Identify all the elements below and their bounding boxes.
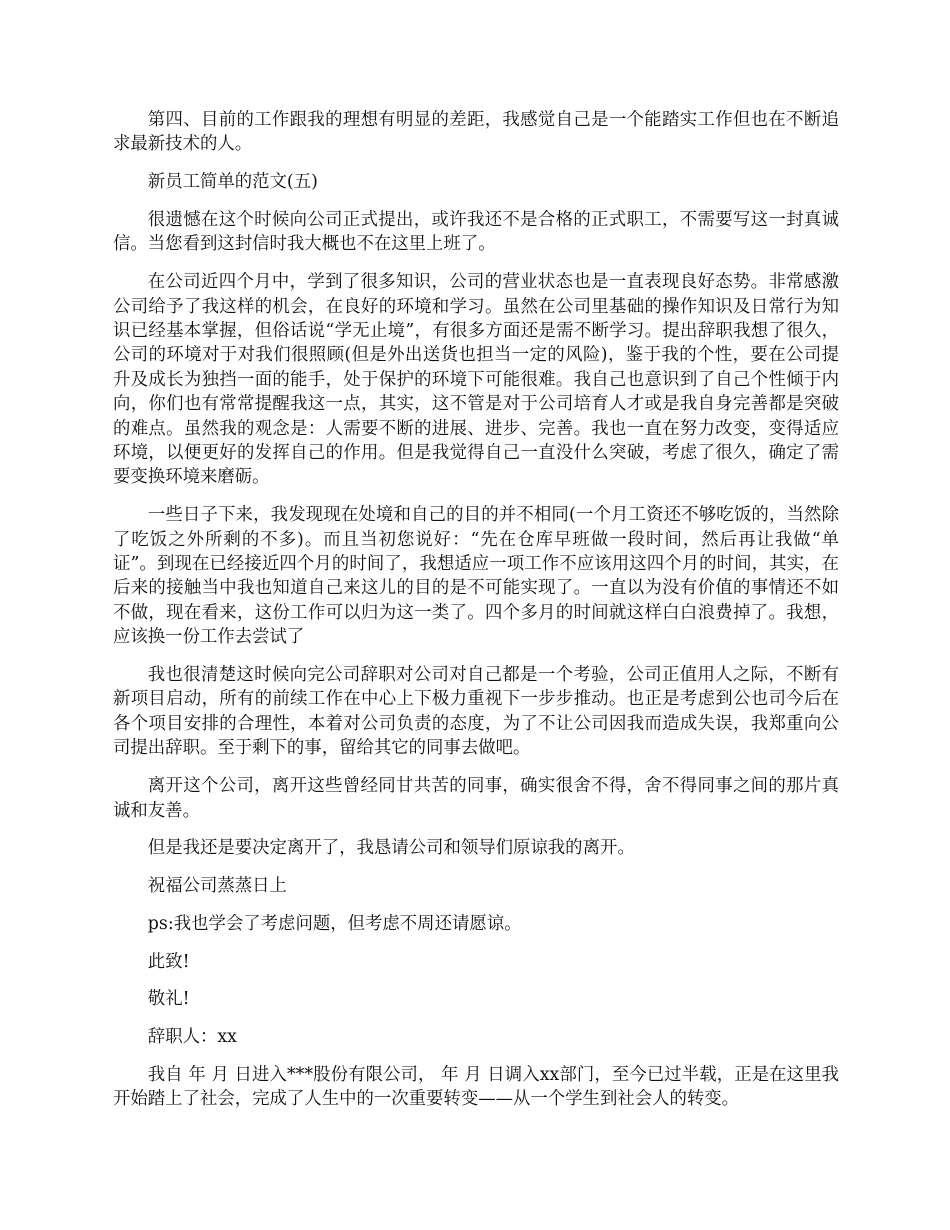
- salutation-closing: 此致!: [147, 951, 190, 972]
- closing-wish: 祝福公司蒸蒸日上: [147, 876, 287, 897]
- section-heading: 新员工简单的范文(五): [147, 172, 318, 193]
- paragraph: 一些日子下来，我发现现在处境和自己的目的并不相同(一个月工资还不够吃饭的，当然除了吃饭之外所剩的不多)。而且当初您说好：“先在仓库早班做一段时间，然后再让我做“单证”。到现在已经接近四个月的时间了，我想适应一项工作不应该用这四个月的时间，其实，在后来的接触当中我也知道自己来这儿的目的是不可能实现了。一直以为没有价值的事情还不如不做，现在看来，这份工作可以归为这一类了。四个多月的时间就这样白白浪费掉了。我想，应该换一份工作去尝试了: [113, 505, 839, 648]
- postscript: ps:我也学会了考虑问题，但考虑不周还请愿谅。: [147, 913, 522, 934]
- salutation-regards: 敬礼!: [147, 989, 190, 1010]
- document-body: [113, 108, 839, 1125]
- paragraph: 我自 年 月 日进入***股份有限公司， 年 月 日调入xx部门，至今已过半载，正是在这里我开始踏上了社会，完成了人生中的一次重要转变——从一个学生到社会人的转变。: [113, 1065, 839, 1110]
- paragraph: 离开这个公司，离开这些曾经同甘共苦的同事，确实很舍不得，舍不得同事之间的那片真诚和友善。: [113, 776, 839, 821]
- paragraph: 但是我还是要决定离开了，我恳请公司和领导们原谅我的离开。: [147, 838, 635, 859]
- paragraph: 第四、目前的工作跟我的理想有明显的差距，我感觉自己是一个能踏实工作但也在不断追求最新技术的人。: [113, 110, 839, 155]
- paragraph: 我也很清楚这时候向完公司辞职对公司对自己都是一个考验，公司正值用人之际，不断有新项目启动，所有的前续工作在中心上下极力重视下一步步推动。也正是考虑到公也司今后在各个项目安排的合理性，本着对公司负责的态度，为了不让公司因我而造成失误，我郑重向公司提出辞职。至于剩下的事，留给其它的同事去做吧。: [113, 665, 839, 759]
- paragraph: 很遗憾在这个时候向公司正式提出，或许我还不是合格的正式职工，不需要写这一封真诚信。当您看到这封信时我大概也不在这里上班了。: [113, 210, 839, 255]
- signature-line: 辞职人：xx: [147, 1027, 237, 1048]
- paragraph: 在公司近四个月中，学到了很多知识，公司的营业状态也是一直表现良好态势。非常感激公司给予了我这样的机会，在良好的环境和学习。虽然在公司里基础的操作知识及日常行为知识已经基本掌握，但俗话说“学无止境”，有很多方面还是需不断学习。提出辞职我想了很久，公司的环境对于对我们很照顾(但是外出送货也担当一定的风险)，鉴于我的个性，要在公司提升及成长为独挡一面的能手，处于保护的环境下可能很难。我自己也意识到了自己个性倾于内向，你们也有常常提醒我这一点，其实，这不管是对于公司培育人才或是我自身完善都是突破的难点。虽然我的观念是：人需要不断的进展、进步、完善。我也一直在努力改变，变得适应环境，以便更好的发挥自己的作用。但是我觉得自己一直没什么突破，考虑了很久，确定了需要变换环境来磨砺。: [113, 272, 839, 488]
